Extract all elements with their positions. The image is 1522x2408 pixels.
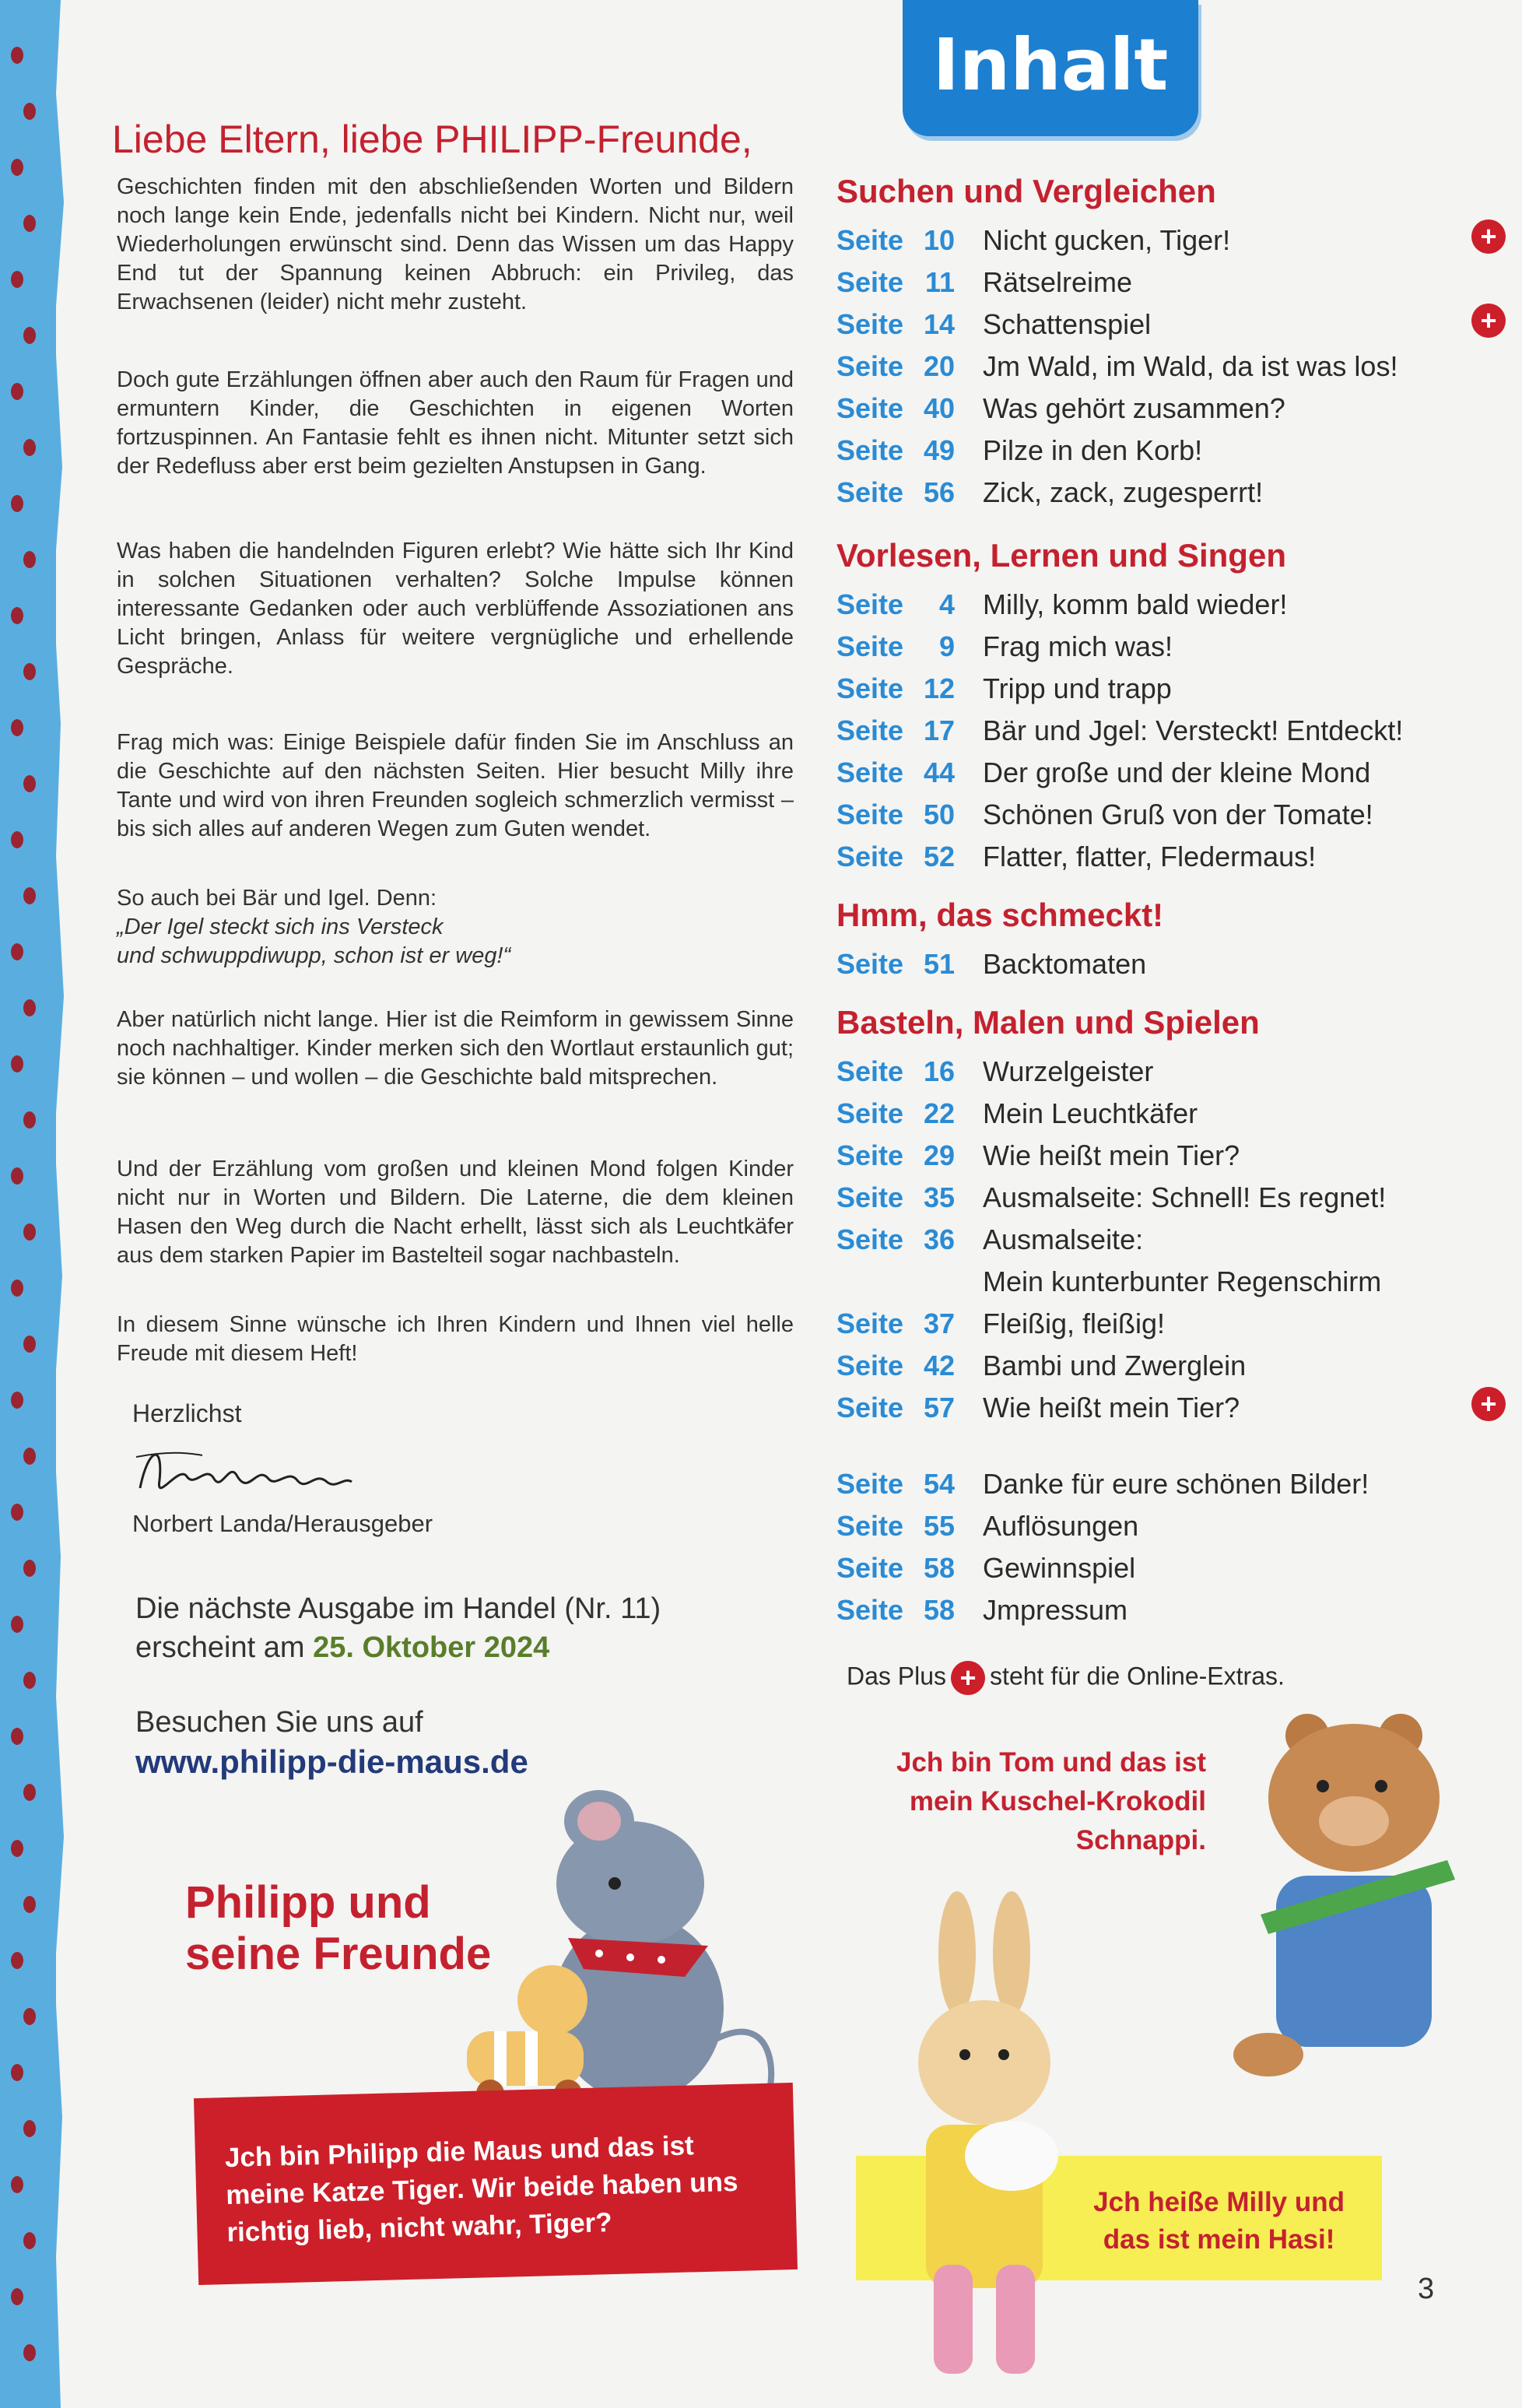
toc-entry-title: Backtomaten [983,948,1147,980]
next-issue-date: 25. Oktober 2024 [313,1631,550,1664]
signature [132,1434,358,1508]
toc-entry-title: Wurzelgeister [983,1055,1154,1087]
dot [23,1448,36,1465]
toc-entry[interactable] [836,943,1506,985]
dot [11,1728,23,1745]
dot [11,943,23,960]
quote-intro: So auch bei Bär und Igel. Denn: [117,886,437,911]
toc-entry-title: Schattenspiel [983,308,1152,340]
toc-page-number: 42 [923,1350,955,1381]
dot [11,1616,23,1633]
toc-entry-title: Auflösungen [983,1510,1139,1542]
bunny-illustration [871,1891,1097,2382]
toc-entry[interactable] [836,710,1506,752]
toc-entry[interactable] [836,1177,1506,1219]
toc-page-number: 22 [923,1097,955,1129]
dot [23,887,36,904]
toc-entry-title: Mein Leuchtkäfer [983,1097,1198,1129]
toc-page-number: 20 [923,350,955,382]
dot [11,1279,23,1297]
toc-entry[interactable] [836,262,1506,304]
toc-entry-title: Frag mich was! [983,630,1173,662]
toc-seite-label: Seite [836,392,904,424]
dot [23,215,36,232]
letter-paragraph: Doch gute Erzählungen öffnen aber auch den Raum für Fragen und ermuntern Kinder, die Geschichten in eigenen Worten fortzuspinnen. An Fantasie fehlt es ihnen nicht. Mitunter setzt sich der Redefluss aber erst beim gezielten Anstupsen in Gang. [117,367,794,479]
toc-section [836,897,1506,985]
toc-entry-title: Jm Wald, im Wald, da ist was los! [983,350,1398,382]
dot [23,327,36,344]
letter-paragraph: Und der Erzählung vom großen und kleinen Mond folgen Kinder nicht nur in Worten und Bildern. Die Laterne, die dem kleinen Hasen den Weg durch die Nacht erhellt, lässt sich als Leuchtkäfer aus dem starken Papier im Bastelteil sogar nachbasteln. [117,1157,794,1268]
tom-speech-text [817,1743,1206,1860]
toc-entry-title: Milly, komm bald wieder! [983,588,1288,620]
toc-page-number: 58 [923,1552,955,1584]
toc-seite-label: Seite [836,630,904,662]
toc-entry-title: Was gehört zusammen? [983,392,1285,424]
toc-entry-title: Danke für eure schönen Bilder! [983,1468,1369,1500]
plus-icon: + [1471,219,1506,254]
toc-page-number: 55 [923,1510,955,1542]
dot [23,1784,36,1801]
next-issue-line: Die nächste Ausgabe im Handel (Nr. 11) [135,1592,661,1625]
website-link[interactable]: www.philipp-die-maus.de [135,1743,528,1780]
letter-paragraph: Was haben die handelnden Figuren erlebt? Wie hätte sich Ihr Kind in solchen Situationen verhalten? Solche Impulse können interessante Gedanken oder auch verblüffende Assoziationen ans Licht bringen, Anlass für weitere vergnügliche und erhellende Gespräche. [117,539,794,679]
toc-seite-label: Seite [836,1181,904,1213]
legend-suffix: steht für die Online-Extras. [990,1662,1285,1690]
dot [11,2064,23,2081]
toc-seite-label: Seite [836,266,904,298]
toc-entry-title: Wie heißt mein Tier? [983,1139,1240,1171]
dot [11,719,23,736]
toc-page-number: 40 [923,392,955,424]
toc-entry[interactable] [836,1303,1506,1345]
toc-entry-title: Ausmalseite: [983,1223,1144,1255]
toc-seite-label: Seite [836,1139,904,1171]
milly-speech-line: Jch heiße Milly und [1093,2187,1345,2217]
toc-entry[interactable] [836,346,1506,388]
toc-page-number: 58 [923,1594,955,1626]
toc-seite-label: Seite [836,1468,904,1500]
toc-seite-label: Seite [836,948,904,980]
toc-entry-title: Pilze in den Korb! [983,434,1203,466]
toc-seite-label: Seite [836,799,904,830]
dot [23,1896,36,1913]
toc-entry[interactable] [836,1505,1506,1547]
dot [23,2008,36,2025]
torn-paper-edge [50,0,73,2408]
dot [11,831,23,848]
dot [23,1336,36,1353]
plus-icon: + [951,1661,985,1695]
toc-section [836,1004,1506,1429]
toc-section [836,537,1506,878]
toc-entry[interactable] [836,1219,1506,1261]
toc-section [836,173,1506,514]
toc-page-number: 9 [938,630,955,662]
friends-title [185,1877,491,1980]
toc-entry-title: Bambi und Zwerglein [983,1350,1247,1381]
toc-page-number: 14 [923,308,955,340]
letter-closing: Herzlichst [132,1399,242,1427]
toc-entry-title: Der große und der kleine Mond [983,756,1371,788]
toc-page-number: 56 [923,476,955,508]
dot [11,271,23,288]
dot [11,47,23,64]
dot [23,1111,36,1129]
dot [23,439,36,456]
dot [23,2344,36,2361]
visit-text: Besuchen Sie uns auf [135,1706,423,1739]
letter-paragraph: Frag mich was: Einige Beispiele dafür finden Sie im Anschluss an die Geschichte auf den nächsten Seiten. Hier besucht Milly ihre Tante und wird von ihren Freunden sogleich schmerzlich vermisst – bis sich alles auf anderen Wegen zum Guten wendet. [117,730,794,841]
toc-page-number: 10 [923,224,955,256]
dot [23,775,36,792]
toc-entry-title: Fleißig, fleißig! [983,1308,1166,1339]
philipp-speech-box [194,2083,798,2285]
toc-section [836,1463,1506,1631]
toc-section-heading: Suchen und Vergleichen [836,173,1216,209]
toc-entry[interactable] [836,752,1506,794]
toc-seite-label: Seite [836,1097,904,1129]
toc-seite-label: Seite [836,1552,904,1584]
toc-entry[interactable] [836,219,1506,262]
toc-page-number: 36 [923,1223,955,1255]
dot [23,999,36,1016]
plus-icon: + [1471,304,1506,338]
dot [11,607,23,624]
toc-entry[interactable] [836,1547,1506,1589]
toc-entry[interactable] [836,304,1506,346]
toc-entry-title: Flatter, flatter, Fledermaus! [983,841,1317,872]
toc-entry[interactable] [836,1135,1506,1177]
toc-page-number: 17 [923,714,955,746]
next-issue-prefix: erscheint am [135,1631,314,1664]
toc-page-number: 51 [923,948,955,980]
toc-entry[interactable] [836,668,1506,710]
toc-page-number: 57 [923,1392,955,1423]
dot [23,551,36,568]
toc-entry-title: Tripp und trapp [983,672,1172,704]
toc-seite-label: Seite [836,841,904,872]
toc-page-number: 16 [923,1055,955,1087]
friends-title-line: seine Freunde [185,1929,492,1979]
toc-page-number: 54 [923,1468,955,1500]
toc-entry-title: Jmpressum [983,1594,1128,1626]
toc-entry-title: Nicht gucken, Tiger! [983,224,1231,256]
decorative-stripe [0,0,56,2408]
toc-seite-label: Seite [836,1055,904,1087]
dot [23,103,36,120]
toc-seite-label: Seite [836,588,904,620]
toc-seite-label: Seite [836,308,904,340]
toc-page-number: 37 [923,1308,955,1339]
toc-entry[interactable] [836,1093,1506,1135]
dot [11,495,23,512]
toc-seite-label: Seite [836,476,904,508]
letter-greeting: Liebe Eltern, liebe PHILIPP-Freunde, [112,118,752,161]
toc-entry[interactable] [836,430,1506,472]
toc-page-number: 50 [923,799,955,830]
toc-seite-label: Seite [836,1308,904,1339]
dot [11,1952,23,1969]
toc-entry-title: Bär und Jgel: Versteckt! Entdeckt! [983,714,1404,746]
quote-line: und schwuppdiwupp, schon ist er weg!“ [117,943,511,968]
toc-seite-label: Seite [836,756,904,788]
toc-page-number: 12 [923,672,955,704]
philipp-speech-text: Jch bin Philipp die Maus und das ist meine Katze Tiger. Wir beide haben uns richtig lieb, nicht wahr, Tiger? [224,2130,738,2248]
plus-legend [847,1661,1285,1695]
contents-badge-label: Inhalt [932,23,1169,107]
toc-entry[interactable] [836,794,1506,836]
toc-seite-label: Seite [836,1510,904,1542]
toc-entry[interactable] [836,472,1506,514]
toc-entry[interactable] [836,1051,1506,1093]
legend-prefix: Das Plus [847,1662,947,1690]
dot [11,383,23,400]
quote-line: „Der Igel steckt sich ins Versteck [117,914,444,939]
toc-seite-label: Seite [836,1594,904,1626]
signer-name: Norbert Landa/Herausgeber [132,1510,433,1537]
toc-entry-title-continued: Mein kunterbunter Regenschirm [983,1265,1382,1297]
tom-speech-line: mein Kuschel-Krokodil [909,1786,1206,1817]
toc-seite-label: Seite [836,1350,904,1381]
toc-entry[interactable] [836,1345,1506,1387]
toc-entry[interactable] [836,626,1506,668]
dot [11,1055,23,1072]
dot [11,2288,23,2305]
toc-page-number: 29 [923,1139,955,1171]
page-number: 3 [1418,2273,1435,2305]
milly-speech-text [1093,2184,1345,2259]
toc-entry[interactable] [836,836,1506,878]
dot [23,1560,36,1577]
plus-icon: + [1471,1387,1506,1421]
toc-page-number: 11 [924,266,955,298]
letter-paragraph: In diesem Sinne wünsche ich Ihren Kindern und Ihnen viel helle Freude mit diesem Heft! [117,1312,794,1366]
toc-seite-label: Seite [836,714,904,746]
toc-seite-label: Seite [836,1223,904,1255]
toc-entry[interactable] [836,1589,1506,1631]
friends-title-line: Philipp und [185,1877,431,1928]
letter-paragraph: Geschichten finden mit den abschließenden Worten und Bildern noch lange kein Ende, jedenfalls nicht bei Kindern. Nicht nur, weil Wiederholungen erwünscht sind. Denn das Wissen um das Happy End tut der Spannung keinen Abbruch: ein Privileg, das Erwachsenen (leider) nicht mehr zusteht. [117,174,794,314]
dot [23,1672,36,1689]
bear-illustration [1214,1712,1478,2086]
toc-entry-title: Schönen Gruß von der Tomate! [983,799,1373,830]
toc-entry-title: Zick, zack, zugesperrt! [983,476,1264,508]
toc-entry[interactable] [836,1387,1506,1429]
dot [23,663,36,680]
dot [23,2120,36,2137]
letter-paragraph: Aber natürlich nicht lange. Hier ist die Reimform in gewissem Sinne noch nachhaltiger. Kinder merken sich den Wortlaut erstaunlich gut; sie können – und wollen – die Geschichte bald mitsprechen. [117,1007,794,1090]
tom-speech-line: Schnappi. [1075,1825,1206,1855]
toc-seite-label: Seite [836,434,904,466]
toc-entry-title: Gewinnspiel [983,1552,1136,1584]
dot [11,1840,23,1857]
toc-section-heading: Hmm, das schmeckt! [836,897,1164,933]
toc-entry[interactable] [836,584,1506,626]
toc-seite-label: Seite [836,350,904,382]
tom-speech-line: Jch bin Tom und das ist [896,1747,1206,1778]
toc-entry[interactable] [836,388,1506,430]
toc-entry-title: Rätselreime [983,266,1133,298]
toc-page-number: 52 [923,841,955,872]
toc-seite-label: Seite [836,672,904,704]
toc-page-number: 35 [923,1181,955,1213]
toc-page-number: 49 [923,434,955,466]
milly-speech-line: das ist mein Hasi! [1103,2224,1335,2255]
toc-seite-label: Seite [836,224,904,256]
dot [11,1392,23,1409]
dot [11,1167,23,1185]
toc-entry[interactable] [836,1463,1506,1505]
dot [11,1504,23,1521]
toc-seite-label: Seite [836,1392,904,1423]
toc-page-number: 4 [938,588,955,620]
toc-page-number: 44 [923,756,955,788]
dot [11,159,23,176]
cat-toy-illustration [451,1946,607,2109]
toc-section-heading: Vorlesen, Lernen und Singen [836,537,1286,574]
next-issue-line [135,1628,661,1667]
toc-entry-title: Ausmalseite: Schnell! Es regnet! [983,1181,1387,1213]
dot [23,1223,36,1241]
contents-badge [903,0,1198,136]
next-issue-notice [135,1589,661,1667]
toc-entry-title: Wie heißt mein Tier? [983,1392,1240,1423]
dot [23,2232,36,2249]
dot [11,2176,23,2193]
toc-section-heading: Basteln, Malen und Spielen [836,1004,1260,1041]
